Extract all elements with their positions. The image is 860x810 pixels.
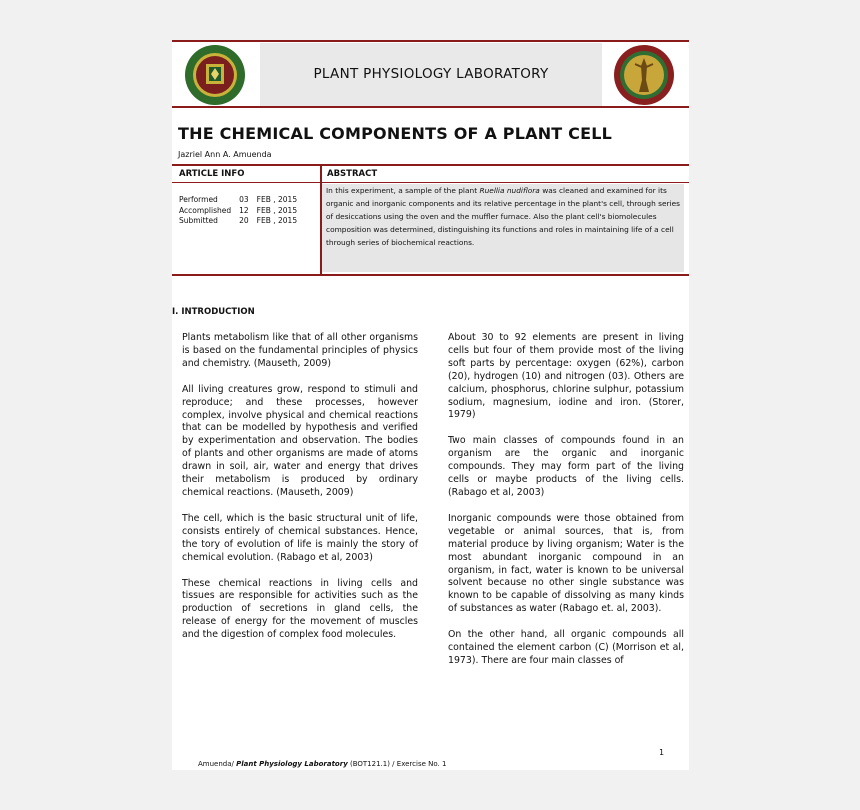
lab-title: PLANT PHYSIOLOGY LABORATORY: [313, 66, 549, 82]
footer-journal: Plant Physiology Laboratory: [236, 760, 348, 768]
intro-paragraph: All living creatures grow, respond to stimuli and reproduce; and these processes, however complex, involve physical and chemical reactions that can be modelled by hypothesis and verified by experimentation and observation. The bodies of plants and other organisms are made of atoms drawn in soil, air, water and energy that drives their metabolism is produced by ordinary chemical reactions. (Mauseth, 2009): [182, 383, 418, 498]
intro-paragraph: Two main classes of compounds found in an organism are the organic and inorganic compounds. They may form part of the living cells or maybe products of the living cells. (Rabago et al, 2003): [448, 435, 684, 498]
paper-page: [172, 40, 689, 770]
header-top-rule: [172, 40, 689, 42]
intro-paragraph: Plants metabolism like that of all other organisms is based on the fundamental principles of physics and chemistry. (Mauseth, 2009): [182, 332, 418, 369]
header-bottom-rule: [172, 106, 689, 108]
intro-left-column: [182, 332, 418, 655]
footer-course: (BOT121.1) / Exercise No. 1: [347, 760, 447, 768]
date-row-submitted: [179, 216, 305, 227]
date-day: 03: [239, 195, 249, 204]
paper-title: THE CHEMICAL COMPONENTS OF A PLANT CELL: [178, 124, 613, 143]
box-head-rule: [172, 182, 689, 183]
right-seal-icon: [613, 44, 675, 106]
page-number: 1: [659, 748, 665, 757]
dates-table: [179, 195, 305, 227]
abstract-text-start: In this experiment, a sample of the plant: [326, 186, 480, 195]
date-day: 12: [239, 205, 249, 215]
intro-paragraph: These chemical reactions in living cells and tissues are responsible for activities such as the production of secretions in gland cells, the release of energy for the movement of muscles and the digestion of complex food molecules.: [182, 577, 418, 641]
abstract-body: [322, 184, 684, 272]
intro-paragraph: On the other hand, all organic compounds all contained the element carbon (C) (Morrison et al, 1973). There are four main classes of: [448, 629, 684, 666]
box-bottom-rule: [172, 274, 689, 276]
article-info-box: [172, 164, 689, 276]
intro-paragraph: About 30 to 92 elements are present in living cells but four of them provide most of the living soft parts by percentage: oxygen (62%), carbon (20), hydrogen (10) and nitrogen (03). Others are calcium, phosphorus, chlorine sulphur, potassium sodium, magnesium, iodine and iron. (Storer, 1979): [448, 332, 684, 421]
date-label: Accomplished: [179, 205, 232, 215]
abstract-heading: ABSTRACT: [327, 169, 378, 179]
box-top-rule: [172, 164, 689, 166]
date-day: 20: [239, 216, 249, 225]
abstract-text-end: was cleaned and examined for its organic and inorganic components and its relative percentage in the plant's cell, through series of desiccations using the oven and the muffler furnace. Also the plant cell's biomolecules composition was determined, distinguishing its functions and roles in maintaining life of a cell through series of biochemical reactions.: [326, 186, 680, 247]
article-info-heading: ARTICLE INFO: [179, 169, 245, 179]
intro-right-column: [448, 332, 684, 681]
date-month-year: FEB , 2015: [256, 216, 298, 225]
intro-heading: I. INTRODUCTION: [172, 307, 255, 317]
intro-paragraph: The cell, which is the basic structural unit of life, consists entirely of chemical substances. Hence, the tory of evolution of life is mainly the story of chemical evolution. (Rabago et al, 2003): [182, 512, 418, 563]
intro-paragraph: Inorganic compounds were those obtained from vegetable or animal sources, that is, from material produce by living organism; Water is the most abundant inorganic compound in an organism, in fact, water is known to be universal solvent because no other single substance was known to be capable of dissolving as many kinds of substances as water (Rabago et. al, 2003).: [448, 512, 684, 615]
date-month-year: FEB , 2015: [256, 195, 298, 204]
date-month-year: FEB , 2015: [256, 205, 298, 215]
date-label: Performed: [179, 195, 218, 204]
abstract-species-name: Ruellia nudiflora: [479, 186, 540, 195]
date-row-performed: [179, 195, 305, 206]
date-label: Submitted: [179, 216, 218, 225]
left-seal-icon: [184, 44, 246, 106]
paper-author: Jazriel Ann A. Amuenda: [178, 150, 272, 159]
date-row-accomplished: [179, 206, 305, 217]
page-footer: [198, 760, 446, 768]
footer-author: Amuenda/: [198, 760, 237, 768]
